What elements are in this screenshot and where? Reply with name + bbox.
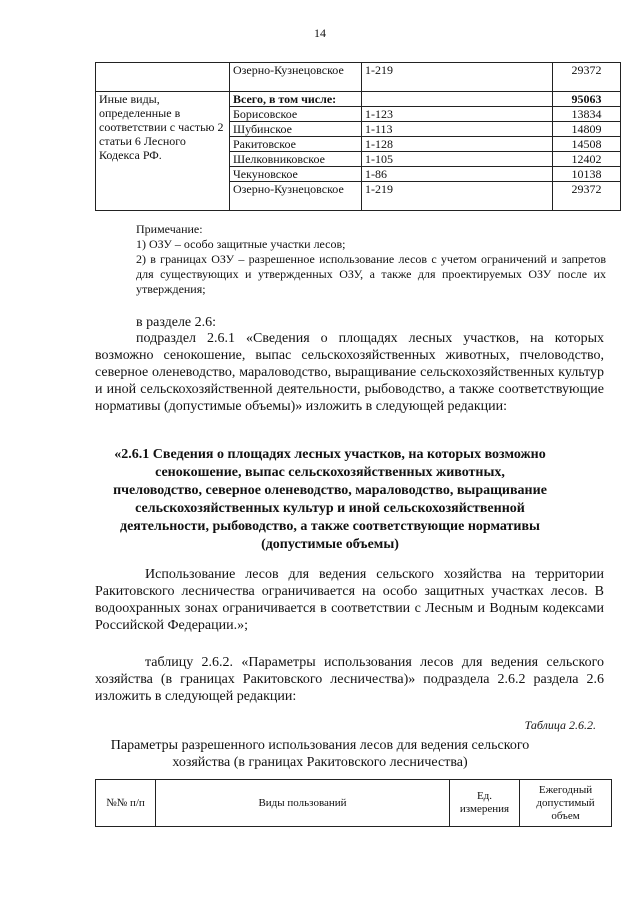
section-intro: в разделе 2.6:	[136, 315, 217, 330]
table-cell-name: Чекуновское	[230, 167, 362, 182]
header-usage-types: Виды пользований	[156, 780, 450, 827]
table-cell-area: 14809	[553, 122, 621, 137]
parameters-table	[95, 779, 612, 827]
table-cell-area: 29372	[553, 63, 621, 92]
forest-use-table	[95, 62, 621, 211]
total-label-cell: Всего, в том числе:	[230, 92, 362, 107]
header-unit: Ед. измерения	[450, 780, 520, 827]
table-cell-code: 1-128	[362, 137, 553, 152]
section-heading: «2.6.1 Сведения о площадях лесных участков, на которых возможно сенокошение, выпас сельскохозяйственных животных, пчеловодство, северное оленеводство, мараловодство, выращивание сельскохозяйственных культур и иной сельскохозяйственной деятельности, рыбоводство, а также соответствующие нормативы (допустимые объемы)	[113, 447, 547, 552]
table-cell-name: Озерно-Кузнецовское	[230, 63, 362, 92]
header-number: №№ п/п	[96, 780, 156, 827]
group-label-cell: Иные виды, определенные в соответствии с частью 2 статьи 6 Лесного Кодекса РФ.	[96, 92, 230, 211]
table-cell-area: 12402	[553, 152, 621, 167]
table-cell-area: 13834	[553, 107, 621, 122]
usage-paragraph: Использование лесов для ведения сельского хозяйства на территории Ракитовского лесничества ограничивается на особо защитных участках лесов. В водоохранных зонах ограничивается в соответствии с Лесным и Водным кодексами Российской Федерации.»;	[95, 567, 604, 633]
table-cell-code: 1-86	[362, 167, 553, 182]
table-cell-code: 1-105	[362, 152, 553, 167]
table-cell-name: Борисовское	[230, 107, 362, 122]
note-item-2-text: 2) в границах ОЗУ – разрешенное использование лесов с учетом ограничений и запретов для существующих и утвержденных ОЗУ, а также для проектируемых ОЗУ после их утверждения;	[136, 252, 606, 296]
header-annual-volume: Ежегодный допустимый объем	[520, 780, 612, 827]
table-cell-code: 1-219	[362, 182, 553, 211]
table-title: Параметры разрешенного использования лесов для ведения сельского хозяйства (в границах Ракитовского лесничества)	[110, 738, 530, 770]
table-cell-empty	[362, 92, 553, 107]
table-cell-area: 10138	[553, 167, 621, 182]
table-cell-name: Ракитовское	[230, 137, 362, 152]
table-cell-area: 14508	[553, 137, 621, 152]
table-header-row	[96, 780, 612, 827]
table-cell-code: 1-219	[362, 63, 553, 92]
note-item-1: 1) ОЗУ – особо защитные участки лесов;	[136, 237, 346, 251]
table-cell-code: 1-113	[362, 122, 553, 137]
table-cell-name: Шубинское	[230, 122, 362, 137]
table-cell-name: Шелковниковское	[230, 152, 362, 167]
subsection-paragraph: подраздел 2.6.1 «Сведения о площадях лесных участков, на которых возможно сенокошение, выпас сельскохозяйственных животных, пчеловодство, северное оленеводство, мараловодство, выращивание сельскохозяйственных культур и иной сельскохозяйственной деятельности, рыбоводство, а также соответствующие нормативы (допустимые объемы)» изложить в следующей редакции:	[95, 331, 604, 414]
table-intro-paragraph: таблицу 2.6.2. «Параметры использования лесов для ведения сельского хозяйства (в границах Ракитовского лесничества)» подраздела 2.6.2 раздела 2.6 изложить в следующей редакции:	[95, 655, 604, 704]
table-row	[96, 92, 621, 107]
total-value-cell: 95063	[553, 92, 621, 107]
table-row	[96, 63, 621, 92]
table-cell-area: 29372	[553, 182, 621, 211]
table-cell-code: 1-123	[362, 107, 553, 122]
note-title: Примечание:	[136, 222, 203, 236]
note-item-2	[136, 252, 606, 297]
page-number: 14	[314, 26, 326, 40]
table-cell-name: Озерно-Кузнецовское	[230, 182, 362, 211]
table-cell-empty	[96, 63, 230, 92]
table-caption: Таблица 2.6.2.	[524, 718, 596, 732]
